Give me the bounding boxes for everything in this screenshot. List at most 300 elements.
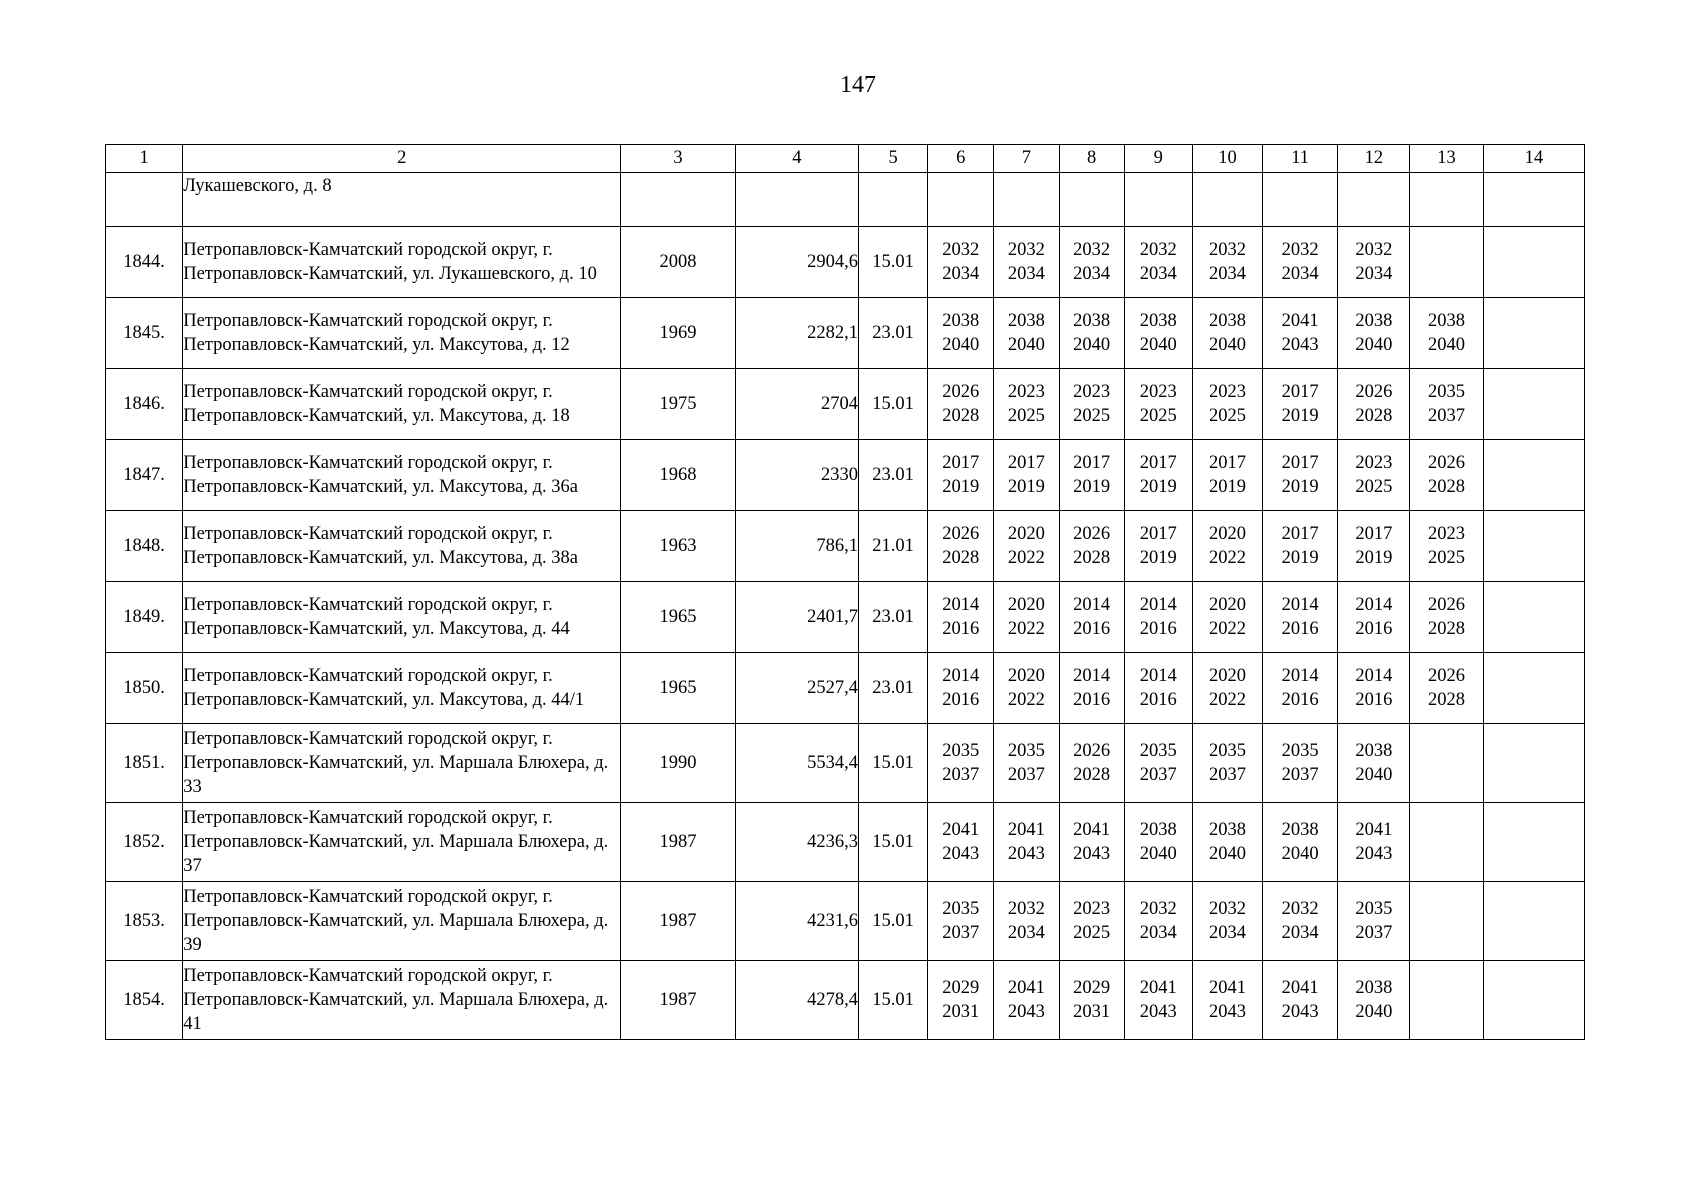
- period-end: 2019: [942, 477, 980, 497]
- period-end: 2043: [1281, 1002, 1319, 1022]
- period-cell: [1192, 440, 1262, 511]
- column-14-cell: [1483, 582, 1584, 653]
- table-row: [106, 882, 1585, 961]
- period-end: 2040: [1208, 335, 1246, 355]
- period-cell: [1124, 227, 1192, 298]
- column-header: 11: [1263, 145, 1338, 173]
- period-start: 2038: [1073, 311, 1111, 331]
- column-14-cell: [1483, 440, 1584, 511]
- table-cell: [994, 173, 1059, 227]
- code-cell: 15.01: [859, 724, 928, 803]
- period-end: 2037: [1355, 923, 1393, 943]
- period-cell: [1410, 803, 1483, 882]
- period-start: 2038: [1355, 741, 1393, 761]
- column-header: 9: [1124, 145, 1192, 173]
- period-end: 2028: [942, 548, 980, 568]
- period-end: 2022: [1208, 690, 1246, 710]
- period-cell: [1124, 961, 1192, 1040]
- period-start: 2038: [1007, 311, 1045, 331]
- period-start: 2038: [1355, 978, 1393, 998]
- address-cell: Петропавловск-Камчатский городской округ, г. Петропавловск-Камчатский, ул. Лукашевского, д. 10: [183, 227, 621, 298]
- period-start: 2035: [1007, 741, 1045, 761]
- period-start: 2023: [1007, 382, 1045, 402]
- period-cell: [1410, 511, 1483, 582]
- period-end: 2031: [1073, 1002, 1111, 1022]
- period-end: 2028: [1073, 765, 1111, 785]
- table-cell: [1483, 173, 1584, 227]
- period-end: 2040: [1007, 335, 1045, 355]
- address-cell: Петропавловск-Камчатский городской округ, г. Петропавловск-Камчатский, ул. Маршала Блюхера, д. 41: [183, 961, 621, 1040]
- period-end: 2031: [942, 1002, 980, 1022]
- column-14-cell: [1483, 298, 1584, 369]
- period-end: 2019: [1281, 406, 1319, 426]
- period-end: 2040: [1281, 844, 1319, 864]
- period-start: 2035: [1281, 741, 1319, 761]
- period-cell: [1124, 511, 1192, 582]
- period-end: 2034: [942, 264, 980, 284]
- column-header: 1: [106, 145, 183, 173]
- period-cell: [1192, 961, 1262, 1040]
- period-end: 2022: [1007, 690, 1045, 710]
- period-cell: [1338, 582, 1410, 653]
- period-cell: [1338, 653, 1410, 724]
- column-header: 5: [859, 145, 928, 173]
- period-cell: [994, 653, 1059, 724]
- period-cell: [1124, 882, 1192, 961]
- period-start: 2026: [1428, 595, 1466, 615]
- period-cell: [1124, 653, 1192, 724]
- period-cell: [1410, 440, 1483, 511]
- period-start: 2038: [1208, 820, 1246, 840]
- period-end: 2022: [1007, 619, 1045, 639]
- period-start: 2041: [1139, 978, 1177, 998]
- period-start: 2038: [1428, 311, 1466, 331]
- table-cell: [106, 173, 183, 227]
- period-cell: [928, 440, 994, 511]
- area-cell: 2704: [735, 369, 858, 440]
- period-end: 2040: [1139, 335, 1177, 355]
- column-14-cell: [1483, 653, 1584, 724]
- period-cell: [928, 653, 994, 724]
- period-cell: [1124, 582, 1192, 653]
- period-end: 2019: [1281, 548, 1319, 568]
- period-cell: [994, 511, 1059, 582]
- period-start: 2032: [1073, 240, 1111, 260]
- period-cell: [1192, 582, 1262, 653]
- period-end: 2016: [1281, 690, 1319, 710]
- period-start: 2041: [1281, 978, 1319, 998]
- year-built-cell: 1975: [621, 369, 735, 440]
- period-end: 2034: [1073, 264, 1111, 284]
- address-cell: Петропавловск-Камчатский городской округ, г. Петропавловск-Камчатский, ул. Максутова, д. 36а: [183, 440, 621, 511]
- period-end: 2040: [1208, 844, 1246, 864]
- period-start: 2035: [1428, 382, 1466, 402]
- period-cell: [994, 440, 1059, 511]
- period-start: 2017: [1281, 524, 1319, 544]
- period-start: 2023: [1355, 453, 1393, 473]
- period-start: 2032: [1208, 899, 1246, 919]
- period-cell: [1338, 882, 1410, 961]
- period-cell: [994, 298, 1059, 369]
- table-row: [106, 440, 1585, 511]
- period-end: 2016: [1139, 690, 1177, 710]
- period-start: 2029: [1073, 978, 1111, 998]
- period-cell: [1338, 369, 1410, 440]
- period-start: 2026: [1355, 382, 1393, 402]
- period-end: 2025: [1073, 923, 1111, 943]
- period-cell: [1124, 724, 1192, 803]
- period-cell: [1059, 440, 1124, 511]
- year-built-cell: 1969: [621, 298, 735, 369]
- period-cell: [1263, 882, 1338, 961]
- table-row: [106, 803, 1585, 882]
- row-number-cell: 1852.: [106, 803, 183, 882]
- row-number-cell: 1853.: [106, 882, 183, 961]
- period-cell: [1192, 653, 1262, 724]
- period-end: 2025: [1428, 548, 1466, 568]
- column-14-cell: [1483, 803, 1584, 882]
- period-start: 2020: [1208, 666, 1246, 686]
- period-start: 2026: [942, 382, 980, 402]
- period-end: 2043: [1007, 1002, 1045, 1022]
- table-row: [106, 961, 1585, 1040]
- code-cell: 15.01: [859, 803, 928, 882]
- column-header: 8: [1059, 145, 1124, 173]
- period-cell: [1192, 298, 1262, 369]
- year-built-cell: 1968: [621, 440, 735, 511]
- period-start: 2032: [1139, 240, 1177, 260]
- period-start: 2023: [1208, 382, 1246, 402]
- period-start: 2017: [1355, 524, 1393, 544]
- period-cell: [1338, 803, 1410, 882]
- column-14-cell: [1483, 724, 1584, 803]
- period-start: 2017: [1281, 453, 1319, 473]
- period-end: 2037: [942, 765, 980, 785]
- row-number-cell: 1851.: [106, 724, 183, 803]
- period-cell: [1263, 961, 1338, 1040]
- period-end: 2034: [1007, 923, 1045, 943]
- address-cell: Петропавловск-Камчатский городской округ, г. Петропавловск-Камчатский, ул. Маршала Блюхера, д. 39: [183, 882, 621, 961]
- building-registry-table: [105, 144, 1585, 1040]
- address-cell: Петропавловск-Камчатский городской округ, г. Петропавловск-Камчатский, ул. Максутова, д. 44: [183, 582, 621, 653]
- period-cell: [1059, 582, 1124, 653]
- period-cell: [994, 582, 1059, 653]
- period-end: 2037: [1208, 765, 1246, 785]
- period-end: 2028: [1428, 477, 1466, 497]
- period-start: 2020: [1007, 595, 1045, 615]
- address-cell: Петропавловск-Камчатский городской округ, г. Петропавловск-Камчатский, ул. Максутова, д. 44/1: [183, 653, 621, 724]
- period-cell: [928, 803, 994, 882]
- period-cell: [1263, 582, 1338, 653]
- period-end: 2034: [1281, 264, 1319, 284]
- period-cell: [1338, 961, 1410, 1040]
- period-end: 2025: [1355, 477, 1393, 497]
- year-built-cell: 1990: [621, 724, 735, 803]
- code-cell: 23.01: [859, 440, 928, 511]
- header-row: [106, 145, 1585, 173]
- period-cell: [994, 882, 1059, 961]
- table-cell: [621, 173, 735, 227]
- period-end: 2025: [1007, 406, 1045, 426]
- table-cell: [1338, 173, 1410, 227]
- period-end: 2025: [1208, 406, 1246, 426]
- period-cell: [1263, 511, 1338, 582]
- period-end: 2043: [1073, 844, 1111, 864]
- period-cell: [1338, 298, 1410, 369]
- period-end: 2016: [1073, 690, 1111, 710]
- table-row: [106, 582, 1585, 653]
- period-start: 2014: [1073, 595, 1111, 615]
- period-end: 2043: [942, 844, 980, 864]
- period-start: 2017: [1281, 382, 1319, 402]
- period-cell: [928, 369, 994, 440]
- year-built-cell: 1987: [621, 882, 735, 961]
- period-start: 2035: [1355, 899, 1393, 919]
- year-built-cell: 1987: [621, 803, 735, 882]
- period-start: 2020: [1208, 595, 1246, 615]
- period-start: 2017: [1208, 453, 1246, 473]
- period-cell: [1263, 653, 1338, 724]
- period-cell: [1124, 369, 1192, 440]
- period-start: 2038: [1355, 311, 1393, 331]
- period-start: 2020: [1007, 666, 1045, 686]
- period-start: 2041: [1281, 311, 1319, 331]
- period-end: 2022: [1007, 548, 1045, 568]
- period-end: 2040: [1355, 1002, 1393, 1022]
- period-end: 2043: [1007, 844, 1045, 864]
- period-start: 2017: [1139, 524, 1177, 544]
- period-cell: [1059, 511, 1124, 582]
- column-header: 14: [1483, 145, 1584, 173]
- period-cell: [1059, 724, 1124, 803]
- period-start: 2023: [1073, 899, 1111, 919]
- code-cell: 15.01: [859, 882, 928, 961]
- period-start: 2038: [1208, 311, 1246, 331]
- period-cell: [1410, 653, 1483, 724]
- code-cell: 15.01: [859, 961, 928, 1040]
- period-end: 2028: [1073, 548, 1111, 568]
- column-header: 7: [994, 145, 1059, 173]
- column-14-cell: [1483, 511, 1584, 582]
- period-cell: [1410, 369, 1483, 440]
- column-header: 3: [621, 145, 735, 173]
- period-end: 2022: [1208, 548, 1246, 568]
- period-end: 2034: [1281, 923, 1319, 943]
- column-header: 4: [735, 145, 858, 173]
- period-end: 2034: [1355, 264, 1393, 284]
- period-start: 2041: [942, 820, 980, 840]
- period-cell: [1263, 227, 1338, 298]
- table-row: [106, 298, 1585, 369]
- period-cell: [1263, 724, 1338, 803]
- period-start: 2041: [1355, 820, 1393, 840]
- period-end: 2034: [1139, 923, 1177, 943]
- code-cell: 21.01: [859, 511, 928, 582]
- area-cell: 4231,6: [735, 882, 858, 961]
- area-cell: 2401,7: [735, 582, 858, 653]
- table-cell: [928, 173, 994, 227]
- period-cell: [1192, 369, 1262, 440]
- area-cell: 5534,4: [735, 724, 858, 803]
- code-cell: 15.01: [859, 227, 928, 298]
- period-start: 2038: [1281, 820, 1319, 840]
- column-header: 12: [1338, 145, 1410, 173]
- period-cell: [1338, 724, 1410, 803]
- period-cell: [994, 803, 1059, 882]
- period-cell: [1124, 803, 1192, 882]
- period-cell: [1338, 511, 1410, 582]
- year-built-cell: 2008: [621, 227, 735, 298]
- period-cell: [1338, 227, 1410, 298]
- period-start: 2014: [1281, 666, 1319, 686]
- period-end: 2016: [1139, 619, 1177, 639]
- period-start: 2014: [1139, 666, 1177, 686]
- period-start: 2014: [942, 666, 980, 686]
- table-row: [106, 227, 1585, 298]
- period-cell: [1263, 440, 1338, 511]
- period-end: 2037: [942, 923, 980, 943]
- period-cell: [1410, 724, 1483, 803]
- period-end: 2034: [1208, 923, 1246, 943]
- period-start: 2026: [1428, 666, 1466, 686]
- table-row: [106, 653, 1585, 724]
- address-cell: Петропавловск-Камчатский городской округ, г. Петропавловск-Камчатский, ул. Маршала Блюхера, д. 37: [183, 803, 621, 882]
- period-end: 2040: [1355, 765, 1393, 785]
- period-cell: [1059, 227, 1124, 298]
- code-cell: 23.01: [859, 582, 928, 653]
- period-start: 2026: [1073, 524, 1111, 544]
- period-end: 2034: [1139, 264, 1177, 284]
- period-start: 2014: [1281, 595, 1319, 615]
- continuation-row: [106, 173, 1585, 227]
- period-end: 2037: [1007, 765, 1045, 785]
- period-cell: [1410, 582, 1483, 653]
- period-start: 2020: [1208, 524, 1246, 544]
- address-cell: Петропавловск-Камчатский городской округ, г. Петропавловск-Камчатский, ул. Максутова, д. 18: [183, 369, 621, 440]
- row-number-cell: 1850.: [106, 653, 183, 724]
- address-cell: Лукашевского, д. 8: [183, 173, 621, 227]
- period-end: 2016: [942, 619, 980, 639]
- period-start: 2014: [942, 595, 980, 615]
- period-cell: [928, 582, 994, 653]
- period-cell: [1410, 298, 1483, 369]
- row-number-cell: 1854.: [106, 961, 183, 1040]
- table-cell: [1192, 173, 1262, 227]
- period-end: 2037: [1428, 406, 1466, 426]
- address-cell: Петропавловск-Камчатский городской округ, г. Петропавловск-Камчатский, ул. Максутова, д. 38а: [183, 511, 621, 582]
- period-cell: [1263, 803, 1338, 882]
- period-cell: [928, 724, 994, 803]
- period-start: 2023: [1139, 382, 1177, 402]
- row-number-cell: 1846.: [106, 369, 183, 440]
- period-start: 2026: [942, 524, 980, 544]
- period-start: 2041: [1073, 820, 1111, 840]
- period-start: 2041: [1007, 978, 1045, 998]
- period-cell: [1410, 227, 1483, 298]
- period-start: 2041: [1007, 820, 1045, 840]
- period-cell: [1338, 440, 1410, 511]
- period-end: 2019: [1208, 477, 1246, 497]
- table-cell: [1124, 173, 1192, 227]
- year-built-cell: 1965: [621, 653, 735, 724]
- year-built-cell: 1963: [621, 511, 735, 582]
- period-start: 2023: [1073, 382, 1111, 402]
- table-cell: [859, 173, 928, 227]
- period-cell: [1410, 961, 1483, 1040]
- period-start: 2032: [1007, 240, 1045, 260]
- period-start: 2014: [1139, 595, 1177, 615]
- period-end: 2040: [1139, 844, 1177, 864]
- period-start: 2029: [942, 978, 980, 998]
- area-cell: 2330: [735, 440, 858, 511]
- code-cell: 23.01: [859, 298, 928, 369]
- period-cell: [1059, 369, 1124, 440]
- period-cell: [1410, 882, 1483, 961]
- area-cell: 4236,3: [735, 803, 858, 882]
- period-end: 2040: [1355, 335, 1393, 355]
- row-number-cell: 1845.: [106, 298, 183, 369]
- row-number-cell: 1847.: [106, 440, 183, 511]
- row-number-cell: 1849.: [106, 582, 183, 653]
- area-cell: 4278,4: [735, 961, 858, 1040]
- period-start: 2017: [1007, 453, 1045, 473]
- period-start: 2017: [1139, 453, 1177, 473]
- year-built-cell: 1987: [621, 961, 735, 1040]
- period-end: 2040: [1428, 335, 1466, 355]
- period-start: 2038: [1139, 311, 1177, 331]
- column-header: 2: [183, 145, 621, 173]
- period-end: 2028: [942, 406, 980, 426]
- row-number-cell: 1848.: [106, 511, 183, 582]
- table-row: [106, 369, 1585, 440]
- table-cell: [735, 173, 858, 227]
- period-cell: [928, 227, 994, 298]
- period-end: 2037: [1281, 765, 1319, 785]
- row-number-cell: 1844.: [106, 227, 183, 298]
- page-number: 147: [840, 72, 876, 98]
- period-cell: [994, 369, 1059, 440]
- period-end: 2019: [1139, 477, 1177, 497]
- period-start: 2014: [1355, 595, 1393, 615]
- period-cell: [928, 882, 994, 961]
- table-row: [106, 511, 1585, 582]
- period-start: 2032: [1007, 899, 1045, 919]
- area-cell: 2282,1: [735, 298, 858, 369]
- period-start: 2017: [1073, 453, 1111, 473]
- column-header: 13: [1410, 145, 1483, 173]
- table-row: [106, 724, 1585, 803]
- period-end: 2025: [1073, 406, 1111, 426]
- period-end: 2019: [1007, 477, 1045, 497]
- period-end: 2034: [1208, 264, 1246, 284]
- period-start: 2032: [1208, 240, 1246, 260]
- period-cell: [1059, 803, 1124, 882]
- period-cell: [1192, 724, 1262, 803]
- period-start: 2038: [942, 311, 980, 331]
- table-cell: [1059, 173, 1124, 227]
- period-start: 2020: [1007, 524, 1045, 544]
- period-cell: [1263, 369, 1338, 440]
- period-end: 2043: [1281, 335, 1319, 355]
- period-end: 2040: [1073, 335, 1111, 355]
- area-cell: 2527,4: [735, 653, 858, 724]
- period-end: 2028: [1355, 406, 1393, 426]
- period-cell: [1192, 227, 1262, 298]
- period-start: 2017: [942, 453, 980, 473]
- period-cell: [1192, 511, 1262, 582]
- period-end: 2019: [1073, 477, 1111, 497]
- table-cell: [1263, 173, 1338, 227]
